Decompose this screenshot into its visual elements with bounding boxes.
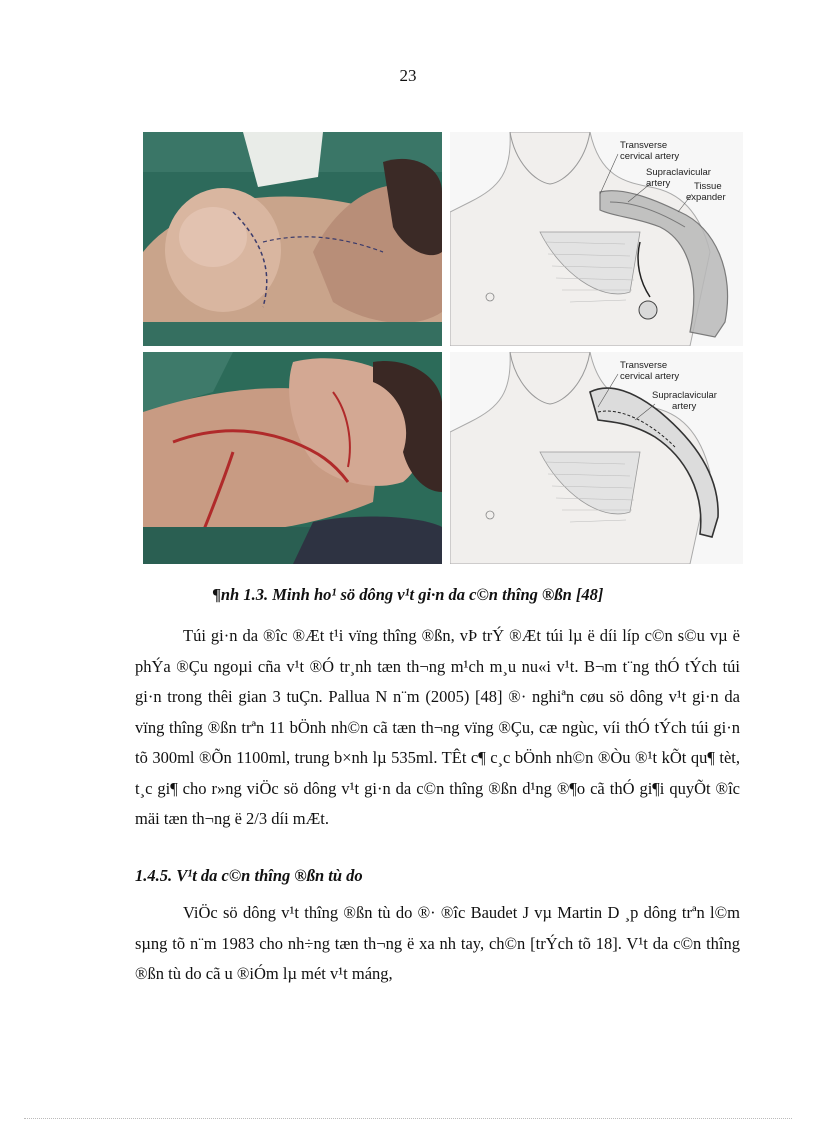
label-supra-1: Supraclavicular (646, 167, 711, 178)
illustration-tissue-expander (450, 132, 743, 346)
label-supra-2: artery (646, 178, 671, 189)
paragraph-2: ViÖc sö dông v¹t thîng ®ßn tù do ®· ®îc Baudet J vµ Martin D ¸p dông trªn l©m sµng tõ n¨m 1983 cho nh÷ng tæn th¬ng ë xa nh tay, ch©n [trÝch tõ 18]. V¹t da c©n thîng ®ßn tù do cã u ®iÓm lµ mét v¹t máng, (135, 903, 740, 983)
label-tissue-2: expander (686, 192, 726, 203)
label-tissue-1: Tissue (694, 181, 722, 192)
photo-flap-transfer-patient (143, 352, 442, 564)
label-transverse-2: cervical artery (620, 151, 680, 162)
illustration-tissue-expander-drawing (450, 132, 743, 346)
label-transverse-2b: cervical artery (620, 371, 680, 382)
photo-tissue-expander-patient (143, 132, 442, 346)
illustration-flap-transfer-drawing (450, 352, 743, 564)
footer-divider (24, 1118, 792, 1119)
figure-grid (143, 132, 743, 564)
page-number: 23 (399, 66, 417, 85)
paragraph-1: Túi gi·n da ®îc ®Æt t¹i vïng thîng ®ßn, vÞ trÝ ®Æt túi lµ ë díi líp c©n s©u vµ ë phÝa ®Çu ngoµi cña v¹t ®Ó tr¸nh tæn th¬ng m¹ch m¸u nu«i v¹t. B¬m t¨ng thÓ tÝch túi gi·n trong thêi gian 3 tuÇn. Pallua N n¨m (2005) [48] ®· nghiªn cøu sö dông v¹t gi·n da vïng thîng ®ßn trªn 11 bÖnh nh©n cã tæn th¬ng vïng ®Çu, cæ ngùc, víi thÓ tÝch túi gi·n tõ 300ml ®Õn 1100ml, trung b×nh lµ 535ml. TÊt c¶ c¸c bÖnh nh©n ®Òu ®¹t kÕt qu¶ tèt, t¸c gi¶ cho r»ng viÖc sö dông v¹t gi·n da c©n thîng ®ßn d¹ng ®¶o cã thÓ gi¶i quyÕt ®îc mäi tæn th¬ng ë 2/3 díi mÆt. (135, 626, 740, 828)
label-transverse-1: Transverse (620, 140, 668, 151)
label-supra-2b: artery (672, 401, 697, 412)
label-supra-1b: Supraclavicular (652, 390, 717, 401)
illustration-flap-transfer (450, 352, 743, 564)
label-transverse-1b: Transverse (620, 360, 668, 371)
photo-flap-transfer-image (143, 352, 442, 564)
section-heading: 1.4.5. V¹t da c©n thîng ®ßn tù do (135, 866, 363, 885)
photo-tissue-expander-image (143, 132, 442, 346)
figure-caption: ¶nh 1.3. Minh ho¹ sö dông v¹t gi·n da c©n thîng ®ßn [48] (212, 585, 604, 604)
